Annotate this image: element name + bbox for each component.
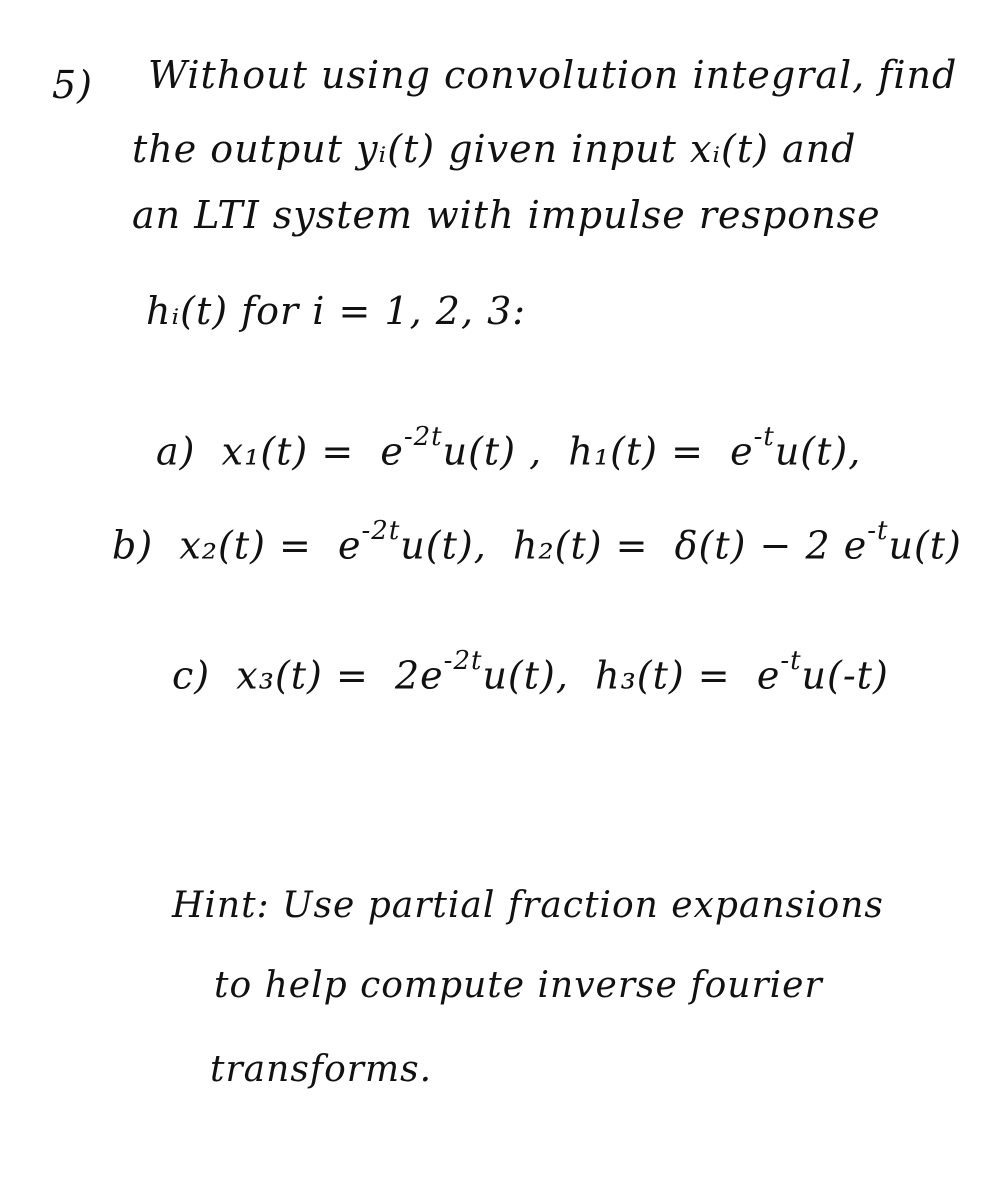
part-c-h-base: e [756,653,781,698]
part-b-h-tail: u(t) [888,523,962,568]
problem-line-1: Without using convolution integral, find [148,53,958,97]
part-a-x-exponent: -2t [403,422,443,452]
part-b-label: b) [112,523,154,568]
problem-line-4: hᵢ(t) for i = 1, 2, 3: [146,289,527,333]
part-a-h-tail: u(t), [774,429,862,474]
hint-line-3: transforms. [210,1049,433,1090]
part-b-equation [112,516,962,568]
part-a-x-tail: u(t) , [442,429,543,474]
part-b-h-name: h₂(t) = [512,523,649,568]
problem-number: 5) [52,63,94,107]
part-c-x-name: x₃(t) = [236,653,369,698]
part-a-h-base: e [730,429,754,474]
part-b-x-name: x₂(t) = [179,523,312,568]
part-c-h-name: h₃(t) = [595,653,731,698]
part-b-h-base: e [843,523,868,568]
part-b-x-base: e [338,523,362,568]
part-b-h-lead: δ(t) − 2 [674,523,831,568]
part-c-x-base: e [420,653,444,698]
hint-line-2: to help compute inverse fourier [214,965,823,1006]
part-a-x-base: e [380,429,404,474]
part-c-x-tail: u(t), [482,653,569,698]
part-a-h-name: h₁(t) = [568,429,704,474]
part-c-label: c) [172,653,211,698]
hint-line-1: Hint: Use partial fraction expansions [172,885,884,926]
part-a-h-exponent: -t [753,422,775,452]
part-a-label: a) [156,429,196,474]
part-c-x-coef: 2 [394,653,421,698]
part-c-x-exponent: -2t [443,646,483,676]
part-b-h-exponent: -t [867,516,889,546]
part-b-x-exponent: -2t [361,516,401,546]
part-a-x-name: x₁(t) = [221,429,355,474]
problem-line-2: the output yᵢ(t) given input xᵢ(t) and [132,127,857,171]
part-c-h-exponent: -t [780,646,802,676]
part-a-equation [156,422,862,474]
problem-line-3: an LTI system with impulse response [132,193,881,237]
part-c-h-tail: u(-t) [801,653,889,698]
part-c-equation [172,646,889,698]
part-b-x-tail: u(t), [400,523,487,568]
